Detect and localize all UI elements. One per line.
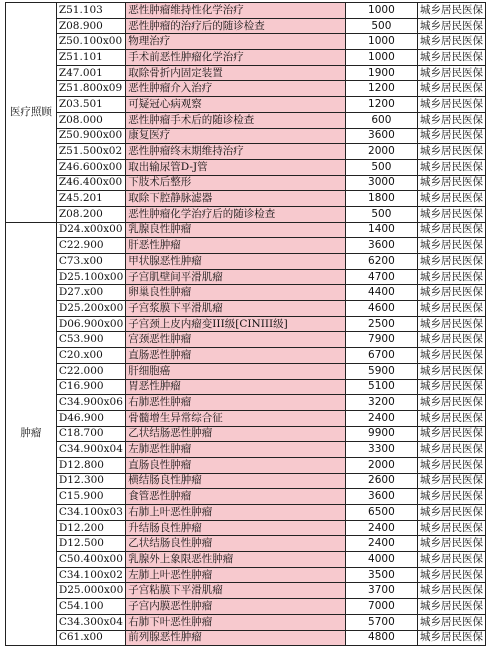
name-cell: 下肢术后整形 (126, 175, 346, 191)
insurance-cell: 城乡居民医保 (417, 426, 485, 442)
insurance-cell: 城乡居民医保 (417, 395, 485, 411)
insurance-cell: 城乡居民医保 (417, 175, 485, 191)
insurance-cell: 城乡居民医保 (417, 222, 485, 238)
table-row (6, 34, 486, 50)
code-cell: C34.900x04 (56, 442, 125, 458)
name-cell: 可疑冠心病观察 (126, 97, 346, 113)
price-cell: 7900 (345, 332, 417, 348)
code-cell: D12.800 (56, 457, 125, 473)
table-row (6, 442, 486, 458)
price-cell: 1000 (345, 3, 417, 19)
name-cell: 康复医疗 (126, 128, 346, 144)
price-cell: 1000 (345, 34, 417, 50)
table-row (6, 489, 486, 505)
name-cell: 甲状腺恶性肿瘤 (126, 254, 346, 270)
code-cell: Z46.600x00 (56, 159, 125, 175)
code-cell: C53.900 (56, 332, 125, 348)
price-cell: 1000 (345, 50, 417, 66)
name-cell: 横结肠良性肿瘤 (126, 473, 346, 489)
table-body (6, 3, 486, 646)
code-cell: C22.900 (56, 238, 125, 254)
price-cell: 600 (345, 112, 417, 128)
insurance-cell: 城乡居民医保 (417, 144, 485, 160)
insurance-cell: 城乡居民医保 (417, 97, 485, 113)
price-cell: 4600 (345, 301, 417, 317)
table-row (6, 363, 486, 379)
insurance-cell: 城乡居民医保 (417, 34, 485, 50)
insurance-cell: 城乡居民医保 (417, 536, 485, 552)
table-row (6, 112, 486, 128)
price-cell: 5700 (345, 614, 417, 630)
name-cell: 食管恶性肿瘤 (126, 489, 346, 505)
table-row (6, 426, 486, 442)
name-cell: 升结肠良性肿瘤 (126, 520, 346, 536)
table-row (6, 269, 486, 285)
insurance-cell: 城乡居民医保 (417, 191, 485, 207)
table-row (6, 97, 486, 113)
name-cell: 右肺上叶恶性肿瘤 (126, 505, 346, 521)
code-cell: C18.700 (56, 426, 125, 442)
name-cell: 恶性肿瘤介入治疗 (126, 81, 346, 97)
price-cell: 4800 (345, 630, 417, 646)
table-row (6, 301, 486, 317)
price-cell: 500 (345, 18, 417, 34)
code-cell: C22.000 (56, 363, 125, 379)
name-cell: 肝细胞癌 (126, 363, 346, 379)
code-cell: Z08.000 (56, 112, 125, 128)
insurance-cell: 城乡居民医保 (417, 599, 485, 615)
code-cell: C20.x00 (56, 348, 125, 364)
price-cell: 3300 (345, 442, 417, 458)
insurance-cell: 城乡居民医保 (417, 442, 485, 458)
price-cell: 4400 (345, 285, 417, 301)
price-cell: 3600 (345, 489, 417, 505)
name-cell: 乙状结肠恶性肿瘤 (126, 426, 346, 442)
price-cell: 9900 (345, 426, 417, 442)
insurance-cell: 城乡居民医保 (417, 363, 485, 379)
code-cell: C15.900 (56, 489, 125, 505)
price-cell: 3000 (345, 175, 417, 191)
code-cell: Z47.001 (56, 65, 125, 81)
insurance-cell: 城乡居民医保 (417, 552, 485, 568)
price-cell: 1200 (345, 97, 417, 113)
price-cell: 1400 (345, 222, 417, 238)
name-cell: 右肺下叶恶性肿瘤 (126, 614, 346, 630)
name-cell: 左肺恶性肿瘤 (126, 442, 346, 458)
name-cell: 宫颈恶性肿瘤 (126, 332, 346, 348)
insurance-cell: 城乡居民医保 (417, 630, 485, 646)
code-cell: Z51.103 (56, 3, 125, 19)
code-cell: D25.200x00 (56, 301, 125, 317)
table-row (6, 348, 486, 364)
code-cell: Z51.500x02 (56, 144, 125, 160)
insurance-cell: 城乡居民医保 (417, 3, 485, 19)
category-cell: 医疗照顾 (6, 3, 57, 223)
insurance-cell: 城乡居民医保 (417, 410, 485, 426)
code-cell: Z08.900 (56, 18, 125, 34)
insurance-cell: 城乡居民医保 (417, 489, 485, 505)
table-row (6, 332, 486, 348)
insurance-cell: 城乡居民医保 (417, 285, 485, 301)
table-row (6, 175, 486, 191)
insurance-cell: 城乡居民医保 (417, 505, 485, 521)
price-cell: 6500 (345, 505, 417, 521)
code-cell: Z08.200 (56, 206, 125, 222)
code-cell: D46.900 (56, 410, 125, 426)
name-cell: 子宫粘膜下平滑肌瘤 (126, 583, 346, 599)
insurance-cell: 城乡居民医保 (417, 379, 485, 395)
table-row (6, 520, 486, 536)
insurance-cell: 城乡居民医保 (417, 301, 485, 317)
code-cell: C34.300x04 (56, 614, 125, 630)
table-row (6, 128, 486, 144)
price-cell: 2400 (345, 410, 417, 426)
table-row (6, 238, 486, 254)
code-cell: Z45.201 (56, 191, 125, 207)
code-cell: C34.100x02 (56, 567, 125, 583)
table-row (6, 614, 486, 630)
insurance-cell: 城乡居民医保 (417, 473, 485, 489)
name-cell: 前列腺恶性肿瘤 (126, 630, 346, 646)
table-row (6, 630, 486, 646)
code-cell: Z51.800x09 (56, 81, 125, 97)
name-cell: 左肺上叶恶性肿瘤 (126, 567, 346, 583)
code-cell: Z46.400x00 (56, 175, 125, 191)
price-cell: 3200 (345, 395, 417, 411)
price-cell: 6200 (345, 254, 417, 270)
name-cell: 子宫内膜恶性肿瘤 (126, 599, 346, 615)
price-cell: 2000 (345, 457, 417, 473)
price-cell: 3700 (345, 583, 417, 599)
insurance-cell: 城乡居民医保 (417, 238, 485, 254)
insurance-cell: 城乡居民医保 (417, 206, 485, 222)
name-cell: 物理治疗 (126, 34, 346, 50)
insurance-cell: 城乡居民医保 (417, 348, 485, 364)
insurance-cell: 城乡居民医保 (417, 457, 485, 473)
code-cell: D12.500 (56, 536, 125, 552)
name-cell: 胃恶性肿瘤 (126, 379, 346, 395)
name-cell: 右肺恶性肿瘤 (126, 395, 346, 411)
code-cell: Z51.101 (56, 50, 125, 66)
price-cell: 2400 (345, 520, 417, 536)
price-cell: 3500 (345, 567, 417, 583)
price-cell: 6700 (345, 348, 417, 364)
category-cell: 肿瘤 (6, 222, 57, 646)
table-row (6, 3, 486, 19)
price-cell: 500 (345, 206, 417, 222)
code-cell: D24.x00x00 (56, 222, 125, 238)
name-cell: 骨髓增生异常综合征 (126, 410, 346, 426)
price-cell: 3600 (345, 128, 417, 144)
price-cell: 1200 (345, 81, 417, 97)
name-cell: 取出输尿管D-J管 (126, 159, 346, 175)
table-row (6, 536, 486, 552)
price-cell: 1900 (345, 65, 417, 81)
insurance-cell: 城乡居民医保 (417, 332, 485, 348)
table-row (6, 81, 486, 97)
price-cell: 2600 (345, 473, 417, 489)
table-row (6, 316, 486, 332)
price-table (5, 2, 486, 646)
price-cell: 7000 (345, 599, 417, 615)
name-cell: 手术前恶性肿瘤化学治疗 (126, 50, 346, 66)
table-row (6, 159, 486, 175)
table-row (6, 285, 486, 301)
table-row (6, 410, 486, 426)
table-row (6, 222, 486, 238)
insurance-cell: 城乡居民医保 (417, 112, 485, 128)
table-row (6, 65, 486, 81)
table-row (6, 457, 486, 473)
price-cell: 5900 (345, 363, 417, 379)
insurance-cell: 城乡居民医保 (417, 18, 485, 34)
code-cell: C16.900 (56, 379, 125, 395)
insurance-cell: 城乡居民医保 (417, 583, 485, 599)
insurance-cell: 城乡居民医保 (417, 159, 485, 175)
code-cell: C73.x00 (56, 254, 125, 270)
code-cell: D06.900x00 (56, 316, 125, 332)
table-row (6, 552, 486, 568)
price-cell: 500 (345, 159, 417, 175)
name-cell: 恶性肿瘤的治疗后的随诊检查 (126, 18, 346, 34)
name-cell: 子宫肌壁间平滑肌瘤 (126, 269, 346, 285)
code-cell: D27.x00 (56, 285, 125, 301)
insurance-cell: 城乡居民医保 (417, 50, 485, 66)
table-row (6, 191, 486, 207)
code-cell: C34.900x06 (56, 395, 125, 411)
insurance-cell: 城乡居民医保 (417, 269, 485, 285)
insurance-cell: 城乡居民医保 (417, 81, 485, 97)
name-cell: 乳腺外上象限恶性肿瘤 (126, 552, 346, 568)
table-row (6, 379, 486, 395)
table-row (6, 18, 486, 34)
table-row (6, 567, 486, 583)
name-cell: 直肠良性肿瘤 (126, 457, 346, 473)
table-row (6, 505, 486, 521)
code-cell: C50.400x00 (56, 552, 125, 568)
insurance-cell: 城乡居民医保 (417, 520, 485, 536)
table-row (6, 50, 486, 66)
insurance-cell: 城乡居民医保 (417, 614, 485, 630)
price-cell: 4700 (345, 269, 417, 285)
price-cell: 5100 (345, 379, 417, 395)
price-cell: 3600 (345, 238, 417, 254)
table-row (6, 254, 486, 270)
insurance-cell: 城乡居民医保 (417, 567, 485, 583)
name-cell: 恶性肿瘤化学治疗后的随诊检查 (126, 206, 346, 222)
table-row (6, 395, 486, 411)
price-cell: 4000 (345, 552, 417, 568)
name-cell: 肝恶性肿瘤 (126, 238, 346, 254)
name-cell: 恶性肿瘤维持性化学治疗 (126, 3, 346, 19)
name-cell: 恶性肿瘤手术后的随诊检查 (126, 112, 346, 128)
insurance-cell: 城乡居民医保 (417, 254, 485, 270)
code-cell: D12.200 (56, 520, 125, 536)
name-cell: 乙状结肠良性肿瘤 (126, 536, 346, 552)
name-cell: 乳腺良性肿瘤 (126, 222, 346, 238)
code-cell: D25.100x00 (56, 269, 125, 285)
price-cell: 2500 (345, 316, 417, 332)
insurance-cell: 城乡居民医保 (417, 316, 485, 332)
insurance-cell: 城乡居民医保 (417, 128, 485, 144)
code-cell: D25.000x00 (56, 583, 125, 599)
code-cell: Z50.900x00 (56, 128, 125, 144)
table-row (6, 473, 486, 489)
name-cell: 子宫颈上皮内瘤变III级[CINIII级] (126, 316, 346, 332)
code-cell: C34.100x03 (56, 505, 125, 521)
code-cell: Z03.501 (56, 97, 125, 113)
table-row (6, 144, 486, 160)
name-cell: 取除骨折内固定装置 (126, 65, 346, 81)
table-row (6, 206, 486, 222)
name-cell: 卵巢良性肿瘤 (126, 285, 346, 301)
code-cell: C54.100 (56, 599, 125, 615)
price-cell: 2400 (345, 536, 417, 552)
name-cell: 恶性肿瘤终末期维持治疗 (126, 144, 346, 160)
code-cell: Z50.100x00 (56, 34, 125, 50)
name-cell: 取除下腔静脉滤器 (126, 191, 346, 207)
table-row (6, 583, 486, 599)
code-cell: C61.x00 (56, 630, 125, 646)
insurance-cell: 城乡居民医保 (417, 65, 485, 81)
name-cell: 直肠恶性肿瘤 (126, 348, 346, 364)
name-cell: 子宫浆膜下平滑肌瘤 (126, 301, 346, 317)
code-cell: D12.300 (56, 473, 125, 489)
price-cell: 2000 (345, 144, 417, 160)
price-cell: 1800 (345, 191, 417, 207)
